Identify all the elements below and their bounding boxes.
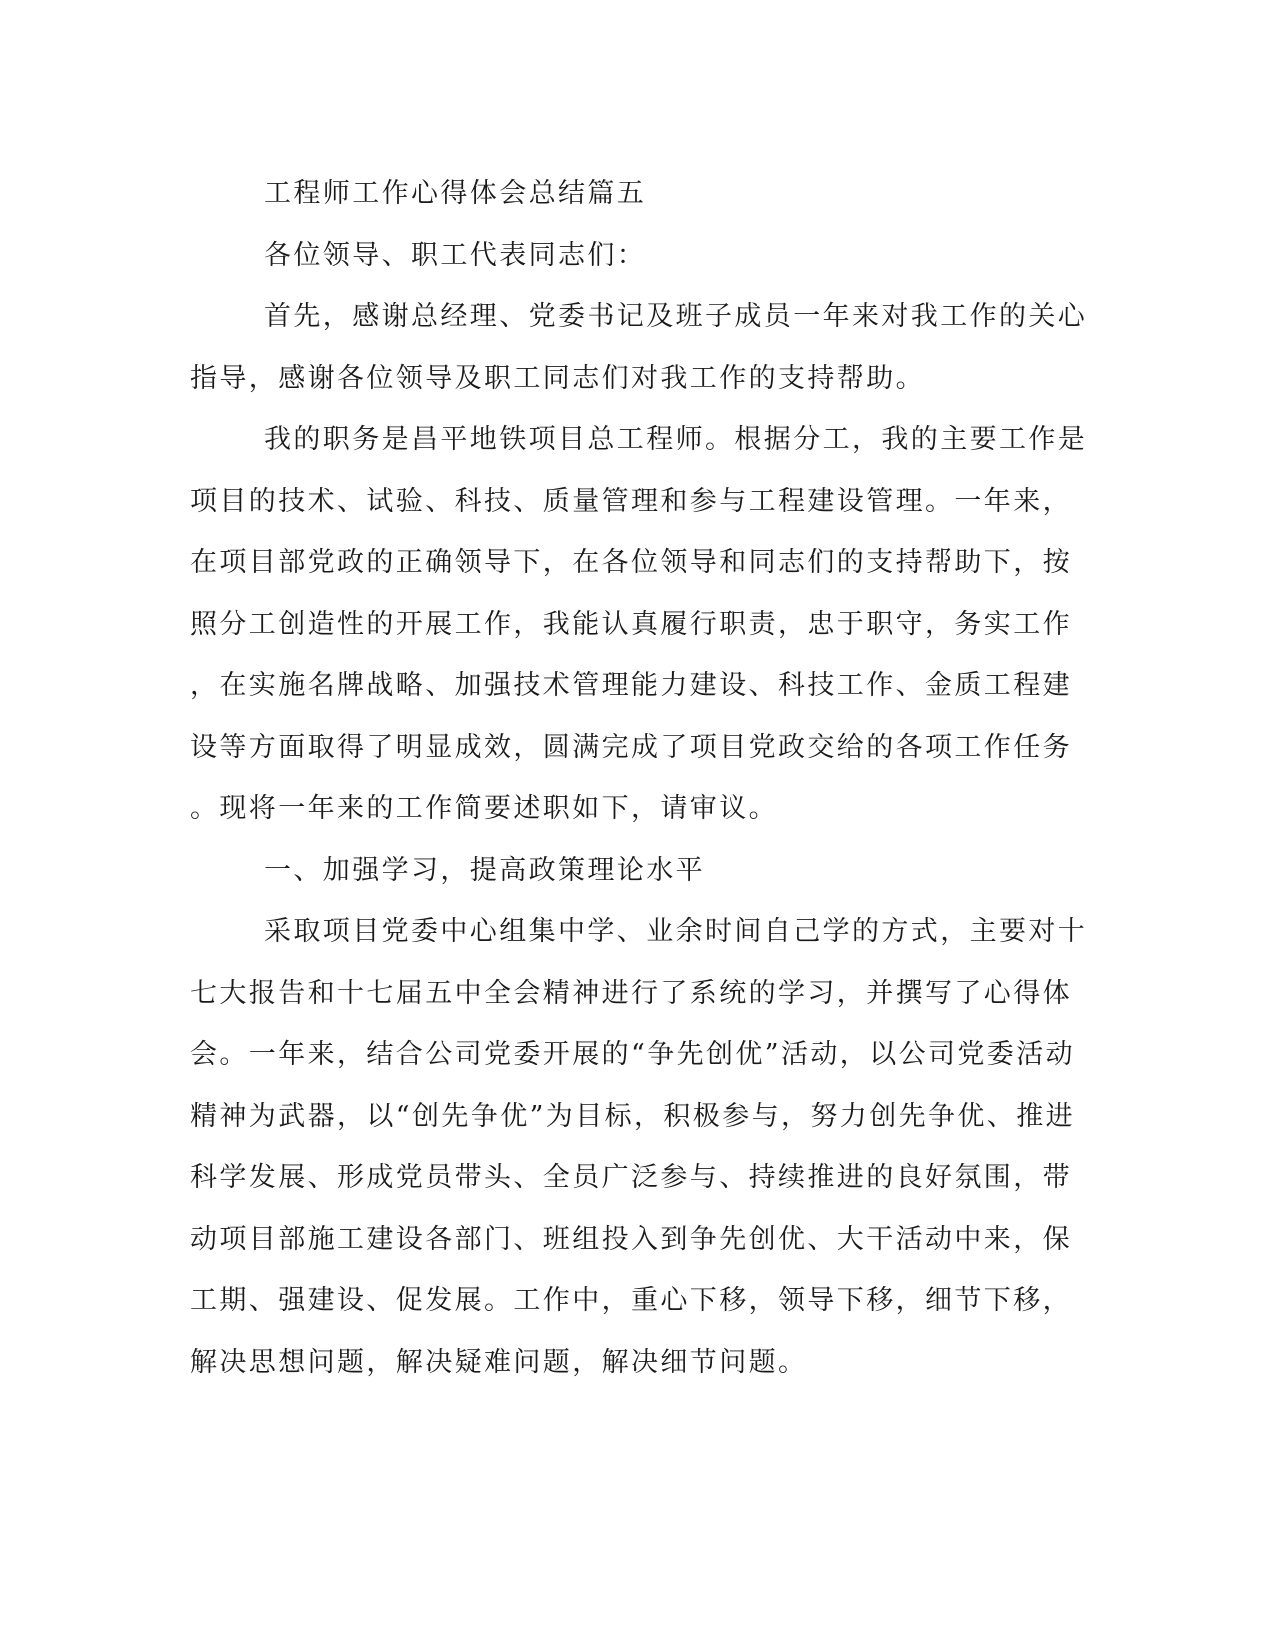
paragraph-line: 设等方面取得了明显成效，圆满完成了项目党政交给的各项工作任务 [190, 731, 1072, 763]
paragraph-line: 科学发展、形成党员带头、全员广泛参与、持续推进的良好氛围，带 [190, 1162, 1072, 1193]
section-heading: 一、加强学习，提高政策理论水平 [264, 854, 705, 886]
paragraph-line: 采取项目党委中心组集中学、业余时间自己学的方式，主要对十 [264, 916, 1088, 947]
paragraph-duties [190, 409, 1088, 840]
paragraph-line: 项目的技术、试验、科技、质量管理和参与工程建设管理。一年来， [190, 485, 1072, 517]
paragraph-line: 工期、强建设、促发展。工作中，重心下移，领导下移，细节下移， [190, 1285, 1072, 1316]
paragraph-line: 解决思想问题，解决疑难问题，解决细节问题。 [190, 1346, 808, 1378]
paragraph-line: 会。一年来，结合公司党委开展的“争先创优”活动，以公司党委活动 [190, 1039, 1076, 1070]
paragraph-line: 照分工创造性的开展工作，我能认真履行职责，忠于职守，务实工作 [190, 608, 1072, 640]
paragraph-line: 精神为武器，以“创先争优”为目标，积极参与，努力创先争优、推进 [190, 1100, 1076, 1132]
paragraph-thanks [190, 286, 1088, 409]
paragraph-line: ，在实施名牌战略、加强技术管理能力建设、科技工作、金质工程建 [190, 670, 1072, 701]
paragraph-line: 动项目部施工建设各部门、班组投入到争先创优、大干活动中来，保 [190, 1223, 1072, 1255]
salutation: 各位领导、职工代表同志们： [264, 239, 647, 271]
document-title: 工程师工作心得体会总结篇五 [264, 178, 647, 209]
paragraph-line: 首先，感谢总经理、党委书记及班子成员一年来对我工作的关心 [264, 301, 1088, 332]
paragraph-line: 我的职务是昌平地铁项目总工程师。根据分工，我的主要工作是 [264, 424, 1088, 455]
paragraph-study [190, 901, 1088, 1393]
paragraph-line: 在项目部党政的正确领导下，在各位领导和同志们的支持帮助下，按 [190, 547, 1072, 578]
document-body [190, 163, 1088, 1393]
paragraph-line: 七大报告和十七届五中全会精神进行了系统的学习，并撰写了心得体 [190, 977, 1072, 1009]
paragraph-line: 指导，感谢各位领导及职工同志们对我工作的支持帮助。 [190, 362, 925, 394]
paragraph-line: 。现将一年来的工作简要述职如下，请审议。 [190, 793, 778, 824]
